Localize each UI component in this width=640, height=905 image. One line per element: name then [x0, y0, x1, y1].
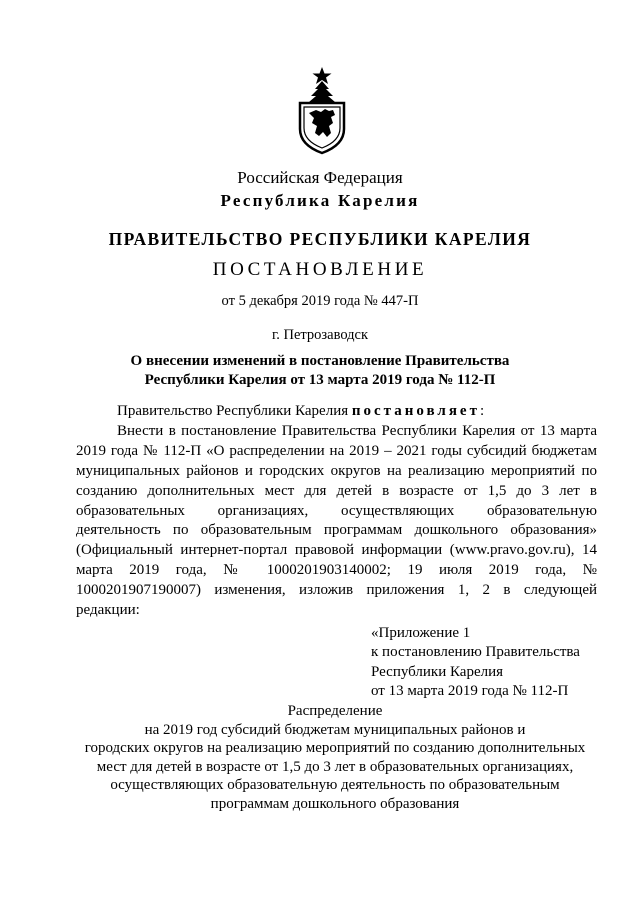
document-body — [76, 402, 597, 621]
distribution-line: мест для детей в возрасте от 1,5 до 3 лет в образовательных организациях, — [96, 758, 574, 775]
appendix-line: «Приложение 1 — [371, 625, 471, 641]
government-title: ПРАВИТЕЛЬСТВО РЕСПУБЛИКИ КАРЕЛИЯ — [108, 229, 532, 249]
document-date-number: от 5 декабря 2019 года № 447-П — [221, 293, 419, 309]
intro-verb: постановляет — [351, 403, 480, 419]
distribution-line: осуществляющих образовательную деятельность по образовательным — [110, 777, 560, 794]
coat-of-arms-emblem — [293, 65, 351, 155]
main-paragraph: Внести в постановление Правительства Республики Карелия от 13 марта 2019 года № 112-П «О распределении на 2019 – 2021 годы субсидий бюджетам муниципальных районов и городских округов на реализацию мероприятий по созданию дополнительных мест для детей в возрасте от 1,5 до 3 лет в образовательных организациях, осуществляющих образовательную деятельность по образовательным программам дошкольного образования» (Официальный интернет-портал правовой информации (www.pravo.gov.ru), 14 марта 2019 года, № 1000201903140002; 19 июля 2019 года, № 1000201907190007) изменения, изложив приложения 1, 2 в следующей редакции: — [76, 422, 597, 619]
distribution-title-block — [70, 702, 600, 814]
distribution-line: программам дошкольного образования — [210, 795, 460, 812]
subject-line: О внесении изменений в постановление Правительства — [130, 353, 510, 369]
distribution-line: городских округов на реализацию мероприятий по созданию дополнительных — [84, 740, 586, 757]
appendix-line: от 13 марта 2019 года № 112-П — [371, 683, 569, 700]
appendix-header — [371, 624, 611, 702]
distribution-title: Распределение — [287, 703, 383, 719]
intro-text: Правительство Республики Карелия — [117, 403, 352, 419]
document-city: г. Петрозаводск — [271, 327, 369, 343]
intro-colon: : — [479, 403, 485, 419]
country-name: Российская Федерация — [237, 168, 403, 187]
document-type: ПОСТАНОВЛЕНИЕ — [212, 259, 428, 280]
appendix-line: к постановлению Правительства — [371, 644, 580, 661]
subject-line: Республики Карелия от 13 марта 2019 года № 112-П — [144, 372, 496, 388]
republic-name: Республика Карелия — [220, 191, 420, 210]
document-subject — [0, 352, 640, 390]
appendix-line: Республики Карелия — [371, 663, 504, 680]
distribution-line: на 2019 год субсидий бюджетам муниципальных районов и — [144, 721, 526, 738]
intro-paragraph — [76, 402, 597, 422]
